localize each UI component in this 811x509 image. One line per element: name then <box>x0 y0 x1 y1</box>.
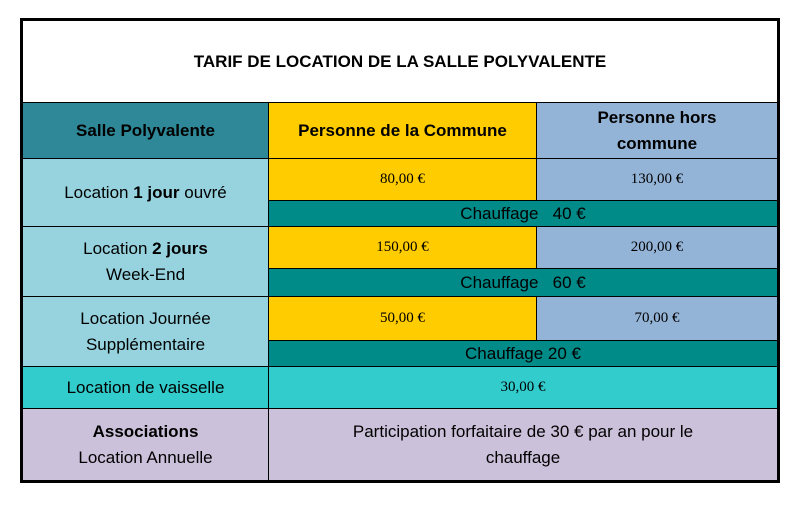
chauffage-1-jour: Chauffage 40 € <box>269 201 777 227</box>
header-hors-line2: commune <box>616 133 698 153</box>
table-title: TARIF DE LOCATION DE LA SALLE POLYVALENTE <box>23 21 777 103</box>
tariff-table <box>20 18 780 483</box>
price-hors-commune-1-jour: 130,00 € <box>537 159 777 201</box>
row-label-associations <box>23 409 269 480</box>
row-label-line1: Location Journée <box>80 308 211 328</box>
price-commune-2-jours: 150,00 € <box>269 227 537 269</box>
chauffage-2-jours: Chauffage 60 € <box>269 269 777 297</box>
price-hors-commune-2-jours: 200,00 € <box>537 227 777 269</box>
associations-title: Associations <box>92 421 199 441</box>
associations-text-line1: Participation forfaitaire de 30 € par an pour le <box>352 421 694 441</box>
price-hors-commune-journee-sup: 70,00 € <box>537 297 777 341</box>
header-personne-hors-commune <box>537 103 777 159</box>
row-label-journee-supplementaire <box>23 297 269 367</box>
row-label-line2: Supplémentaire <box>85 334 206 354</box>
row-label-2-jours <box>23 227 269 297</box>
header-personne-commune: Personne de la Commune <box>269 103 537 159</box>
price-vaisselle: 30,00 € <box>269 367 777 409</box>
associations-text-line2: chauffage <box>485 447 561 467</box>
row-label-vaisselle: Location de vaisselle <box>23 367 269 409</box>
header-hors-line1: Personne hors <box>597 107 717 127</box>
row-label-line2: Week-End <box>105 264 186 284</box>
price-commune-journee-sup: 50,00 € <box>269 297 537 341</box>
associations-subtitle: Location Annuelle <box>78 447 213 467</box>
row-label-line1: Location 2 jours <box>83 238 208 258</box>
chauffage-journee-sup: Chauffage 20 € <box>269 341 777 367</box>
associations-description <box>269 409 777 480</box>
row-label-text: Location 1 jour ouvré <box>64 182 227 202</box>
price-commune-1-jour: 80,00 € <box>269 159 537 201</box>
row-label-1-jour <box>23 159 269 227</box>
header-salle-polyvalente: Salle Polyvalente <box>23 103 269 159</box>
